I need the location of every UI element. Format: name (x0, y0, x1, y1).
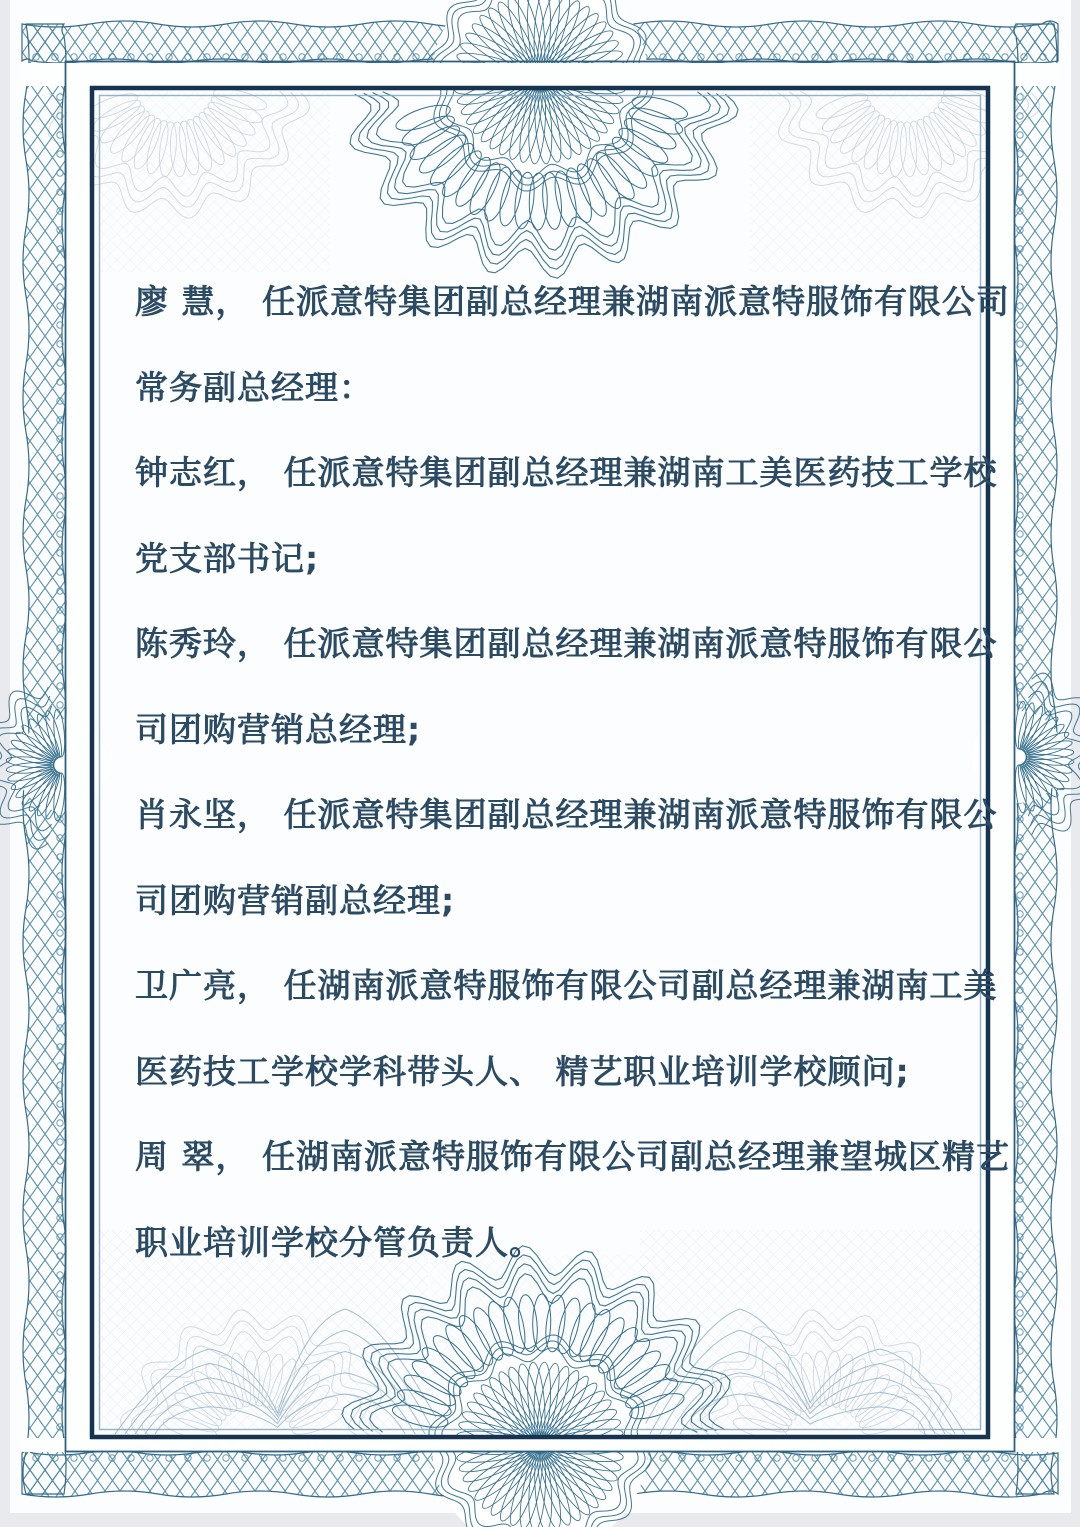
document-text (135, 259, 1010, 1285)
appointment-text: 任派意特集团副总经理兼湖南派意特服饰有限公司 (249, 282, 1010, 321)
text-line (135, 601, 998, 687)
appointment-text: 任派意特集团副总经理兼湖南派意特服饰有限公 (271, 795, 998, 834)
appointment-text: 职业培训学校分管负责人。 (135, 1222, 543, 1262)
appointment-text: 党支部书记; (135, 538, 320, 578)
person-name: 卫广亮， (135, 966, 271, 1005)
person-name: 钟志红， (135, 453, 271, 492)
text-line (135, 345, 985, 431)
text-line (135, 516, 985, 602)
appointment-text: 任湖南派意特服饰有限公司副总经理兼湖南工美 (271, 966, 998, 1005)
person-name: 周 翠， (135, 1137, 250, 1176)
appointment-text: 常务副总经理： (135, 367, 373, 407)
appointment-text: 任派意特集团副总经理兼湖南派意特服饰有限公 (271, 624, 998, 663)
person-name: 陈秀玲， (135, 624, 271, 663)
text-line (135, 1114, 1010, 1200)
appointment-text: 司团购营销总经理; (135, 709, 422, 749)
appointment-text: 任湖南派意特服饰有限公司副总经理兼望城区精艺 (249, 1137, 1010, 1176)
person-name: 肖永坚， (135, 795, 271, 834)
person-name: 廖 慧， (135, 282, 250, 321)
text-line (135, 943, 998, 1029)
appointment-text: 司团购营销副总经理; (135, 880, 456, 920)
text-line (135, 259, 1010, 345)
text-line (135, 687, 985, 773)
text-line (135, 1200, 985, 1286)
text-line (135, 430, 998, 516)
appointment-text: 医药技工学校学科带头人、 精艺职业培训学校顾问; (135, 1051, 910, 1091)
text-line (135, 772, 998, 858)
appointment-text: 任派意特集团副总经理兼湖南工美医药技工学校 (271, 453, 998, 492)
text-line (135, 858, 985, 944)
text-line (135, 1029, 985, 1115)
